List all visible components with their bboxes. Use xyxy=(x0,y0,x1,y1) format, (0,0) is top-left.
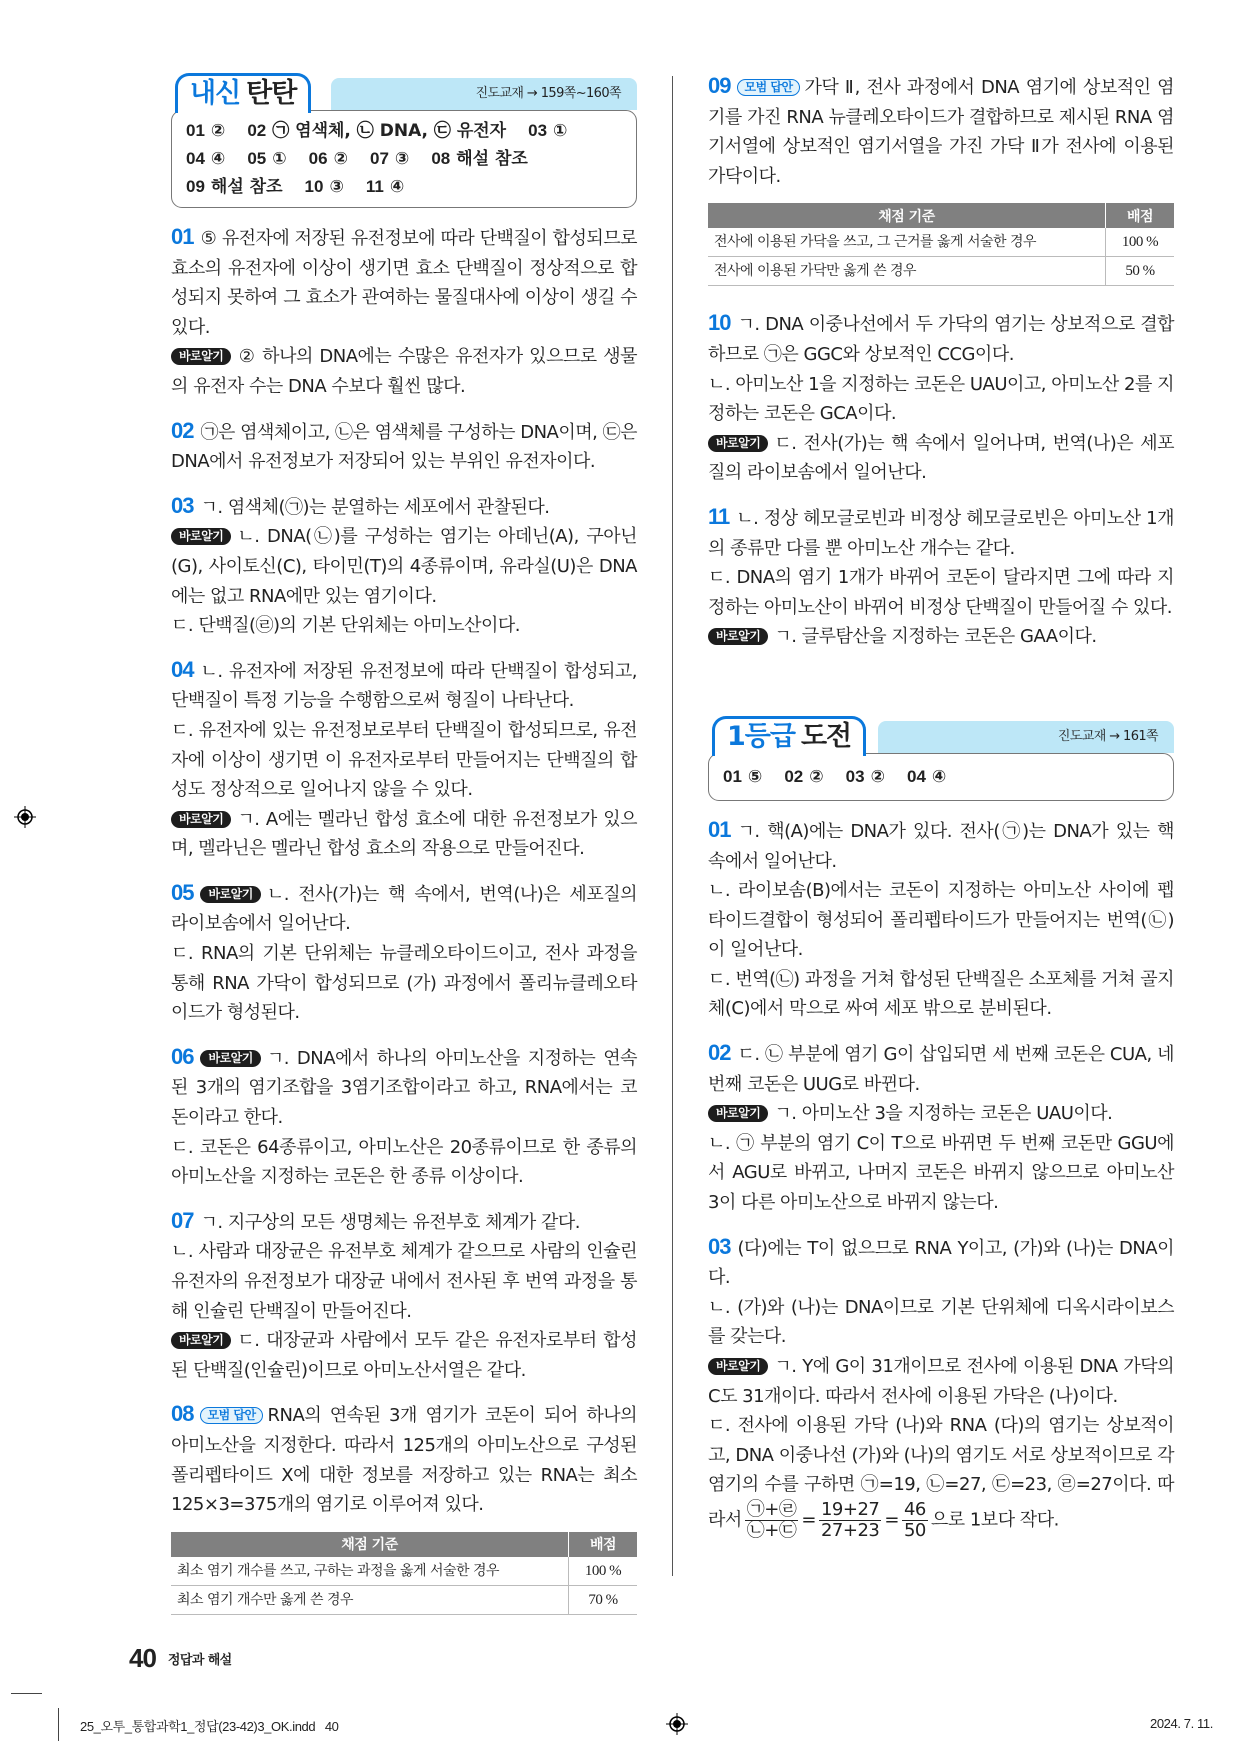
section-title-accent: 1등급 xyxy=(727,720,795,752)
table-row xyxy=(708,257,1174,286)
answer-entry xyxy=(186,173,283,201)
correction-badge: 바로알기 xyxy=(171,811,231,828)
right-column xyxy=(708,57,1174,1541)
table-header-row xyxy=(708,203,1174,228)
explanation-paragraph xyxy=(708,1099,1174,1129)
registration-mark-icon xyxy=(14,806,36,828)
explanation-paragraph xyxy=(171,1326,637,1385)
section-reference: 진도교재 → 161쪽 xyxy=(1057,728,1158,744)
explanation-text: ② 하나의 DNA에는 수많은 유전자가 있으므로 생물의 유전자 수는 DNA 수보다 훨씬 많다. xyxy=(171,346,637,397)
answer-value: 해설 참조 xyxy=(210,177,283,197)
explanation-text: ㄷ. ㉡ 부분에 염기 G이 삽입되면 세 번째 코돈은 CUA, 네 번째 코돈은 UUG로 바뀐다. xyxy=(708,1044,1174,1095)
explanation-text: ㄴ. DNA(㉡)를 구성하는 염기는 아데닌(A), 구아닌(G), 사이토신(C), 타이민(T)의 4종류이며, 유라실(U)은 DNA에는 없고 RNA에만 있는 염기이다. xyxy=(171,526,637,607)
fraction-denominator: ㉡+㉢ xyxy=(746,1519,797,1541)
answer-number: 02 xyxy=(784,766,804,786)
answer-entry xyxy=(784,763,823,791)
explanation-text: ㄴ. 전사(가)는 핵 속에서, 번역(나)은 세포질의 라이보솜에서 일어난다. xyxy=(171,883,637,935)
criteria-cell: 전사에 이용된 가닥만 옳게 쓴 경우 xyxy=(708,257,1106,286)
answer-value: ③ xyxy=(394,149,410,169)
explanation-paragraph xyxy=(708,1038,1174,1099)
section-header-naesin xyxy=(171,73,637,110)
explanation-text: ㄷ. DNA의 염기 1개가 바뀌어 코돈이 달라지면 그에 따라 지정하는 아미노산이 바뀌어 비정상 단백질이 만들어질 수 있다. xyxy=(708,567,1174,618)
correction-badge: 바로알기 xyxy=(708,435,768,452)
explanation-paragraph xyxy=(708,502,1174,563)
explanation-text: ㄷ. 번역(㉡) 과정을 거쳐 합성된 단백질은 소포체를 거쳐 골지체(C)에서 막으로 싸여 세포 밖으로 분비된다. xyxy=(708,968,1174,1020)
answer-value: ④ xyxy=(210,149,226,169)
item-number: 09 xyxy=(708,73,731,98)
explanation-text: ㄴ. (가)와 (나)는 DNA이므로 기본 단위체에 디옥시라이보스를 갖는다. xyxy=(708,1296,1174,1348)
explanation-paragraph xyxy=(171,1399,637,1519)
explanation-paragraph xyxy=(708,1232,1174,1293)
challenge-item-03 xyxy=(708,1232,1174,1541)
answer-item-10 xyxy=(708,308,1174,488)
answer-value: ③ xyxy=(329,177,344,197)
explanation-paragraph xyxy=(708,563,1174,622)
answer-entry xyxy=(907,763,946,791)
item-number: 01 xyxy=(171,224,194,249)
page-footer xyxy=(129,1642,637,1677)
explanation-text: ㉠은 염색체이고, ㉡은 염색체를 구성하는 DNA이며, ㉢은 DNA에서 유전정보가 저장되어 있는 부위인 유전자이다. xyxy=(171,421,637,473)
crop-mark xyxy=(11,1693,42,1694)
answer-summary-box xyxy=(171,110,637,208)
answer-value: ② xyxy=(870,766,885,787)
scoring-table-08 xyxy=(171,1532,637,1615)
section-reference-band xyxy=(878,721,1174,753)
answer-entry xyxy=(186,145,225,173)
explanation-text: ㄴ. ㉠ 부분의 염기 C이 T으로 바뀌면 두 번째 코돈만 GGU에서 AGU로 바뀌고, 나머지 코돈은 바뀌지 않으므로 아미노산 3이 다른 아미노산으로 바뀌지 않는다. xyxy=(708,1132,1174,1214)
explanation-text: ㄷ. 대장균과 사람에서 모두 같은 유전자로부터 합성된 단백질(인슐린)이므로 아미노산서열은 같다. xyxy=(171,1330,637,1381)
explanation-paragraph xyxy=(171,1206,637,1238)
answer-value: ⑤ xyxy=(747,766,763,787)
answer-number: 03 xyxy=(528,121,548,140)
explanation-paragraph xyxy=(171,522,637,611)
explanation-text: 가닥 Ⅱ, 전사 과정에서 DNA 염기에 상보적인 염기를 가진 RNA 뉴클레오타이드가 결합하므로 제시된 RNA 염기서열에 상보적인 염기서열을 가진 가닥 Ⅱ가 전사에 이용된 가닥이다. xyxy=(708,77,1174,187)
answer-item-02 xyxy=(171,416,637,477)
points-cell: 100 % xyxy=(1106,228,1175,257)
answer-item-06 xyxy=(171,1042,637,1192)
correction-badge: 바로알기 xyxy=(200,886,260,903)
column-divider xyxy=(672,76,673,1576)
explanation-paragraph xyxy=(171,1042,637,1133)
fraction-denominator: 27+23 xyxy=(820,1519,880,1541)
explanation-paragraph xyxy=(171,416,637,477)
answer-item-11 xyxy=(708,502,1174,652)
crop-mark xyxy=(58,1708,59,1741)
left-column xyxy=(129,73,637,1677)
answer-value: ② xyxy=(210,121,226,141)
answer-entry xyxy=(370,145,409,173)
explanation-paragraph xyxy=(708,429,1174,488)
scoring-table-09 xyxy=(708,203,1174,286)
section-title-accent: 내신 xyxy=(190,78,241,109)
page-label: 정답과 해설 xyxy=(167,1652,232,1668)
answer-number: 02 xyxy=(247,121,267,140)
correction-badge: 바로알기 xyxy=(708,628,768,645)
explanation-text: ㄷ. 유전자에 있는 유전정보로부터 단백질이 합성되므로, 유전자에 이상이 생기면 이 유전자로부터 만들어지는 단백질의 합성도 정상적으로 일어나지 않을 수 있다. xyxy=(171,719,637,801)
model-answer-badge: 모범 답안 xyxy=(737,79,799,96)
answer-item-04 xyxy=(171,655,637,864)
points-cell: 50 % xyxy=(1106,257,1175,286)
item-number: 10 xyxy=(708,310,731,336)
item-number: 11 xyxy=(708,503,730,529)
table-header-cell: 배점 xyxy=(569,1532,638,1557)
answer-value: ② xyxy=(333,149,348,169)
answer-number: 01 xyxy=(186,121,205,140)
explanation-text: ㄱ. Y에 G이 31개이므로 전사에 이용된 DNA 가닥의 C도 31개이다. 따라서 전사에 이용된 가닥은 (나)이다. xyxy=(708,1356,1174,1407)
answer-number: 10 xyxy=(304,177,324,196)
answer-value: ① xyxy=(553,121,568,141)
table-header-cell: 채점 기준 xyxy=(708,203,1106,228)
section-reference-band xyxy=(331,78,637,110)
explanation-text: RNA의 연속된 3개 염기가 코돈이 되어 하나의 아미노산을 지정한다. 따라서 125개의 아미노산으로 구성된 폴리펩타이드 X에 대한 정보를 저장하고 있는 RNA는 최소 125×3=375개의 염기로 이루어져 있다. xyxy=(171,1405,637,1516)
answer-number: 01 xyxy=(723,766,742,786)
answer-number: 06 xyxy=(308,149,328,168)
explanation-text: ㄴ. 사람과 대장균은 유전부호 체계가 같으므로 사람의 인슐린 유전자의 유전정보가 대장균 내에서 전사된 후 번역 과정을 통해 인슐린 단백질이 만들어진다. xyxy=(171,1241,637,1322)
answer-number: 07 xyxy=(369,149,389,168)
section-title-rest: 탄탄 xyxy=(246,78,297,109)
section-header-1deunggeup xyxy=(708,716,1174,753)
item-number: 02 xyxy=(708,1040,731,1066)
answer-entry xyxy=(366,173,404,201)
answer-number: 04 xyxy=(186,149,205,168)
explanation-paragraph xyxy=(708,965,1174,1024)
explanation-paragraph xyxy=(708,1352,1174,1411)
section-title xyxy=(712,716,866,756)
points-cell: 100 % xyxy=(569,1557,638,1586)
section-title-rest: 도전 xyxy=(800,720,852,752)
fraction xyxy=(745,1500,799,1541)
explanation-text: (다)에는 T이 없으므로 RNA Y이고, (가)와 (나)는 DNA이다. xyxy=(708,1237,1174,1289)
answer-entry xyxy=(309,145,348,173)
explanation-text: ㄱ. 아미노산 3을 지정하는 코돈은 UAU이다. xyxy=(774,1103,1113,1125)
explanation-text: ⑤ 유전자에 저장된 유전정보에 따라 단백질이 합성되므로 효소의 유전자에 이상이 생기면 효소 단백질이 정상적으로 합성되지 못하여 그 효소가 관여하는 물질대사에 이상이 생길 수 있다. xyxy=(171,228,637,338)
item-number: 03 xyxy=(708,1233,731,1259)
table-header-cell: 채점 기준 xyxy=(171,1532,569,1557)
page-number: 40 xyxy=(129,1642,156,1673)
explanation-paragraph xyxy=(171,611,637,641)
correction-badge: 바로알기 xyxy=(200,1050,260,1067)
explanation-paragraph xyxy=(708,370,1174,429)
explanation-text: ㄷ. 코돈은 64종류이고, 아미노산은 20종류이므로 한 종류의 아미노산을 지정하는 코돈은 한 종류 이상이다. xyxy=(171,1136,637,1188)
explanation-paragraph xyxy=(171,491,637,523)
explanation-text: ㄱ. A에는 멜라닌 합성 효소에 대한 유전정보가 있으며, 멜라닌은 멜라닌 합성 효소의 작용으로 만들어진다. xyxy=(171,808,637,860)
explanation-text: ㄱ. 염색체(㉠)는 분열하는 세포에서 관찰된다. xyxy=(200,496,550,518)
item-number: 06 xyxy=(171,1043,194,1069)
item-number: 08 xyxy=(171,1401,194,1427)
answer-item-07 xyxy=(171,1206,637,1386)
fraction xyxy=(902,1500,928,1541)
explanation-paragraph xyxy=(708,71,1174,191)
explanation-paragraph xyxy=(171,1133,637,1192)
criteria-cell: 전사에 이용된 가닥을 쓰고, 그 근거를 옳게 서술한 경우 xyxy=(708,228,1106,257)
explanation-paragraph xyxy=(171,878,637,939)
correction-badge: 바로알기 xyxy=(171,528,231,545)
answer-summary-box xyxy=(708,753,1174,801)
answer-entry xyxy=(305,173,344,201)
answer-value: ④ xyxy=(931,766,947,787)
criteria-cell: 최소 염기 개수만 옳게 쓴 경우 xyxy=(171,1585,569,1614)
answer-number: 09 xyxy=(186,177,205,196)
file-name: 25_오투_통합과학1_정답(23-42)3_OK.indd 40 xyxy=(80,1719,339,1734)
table-header-row xyxy=(171,1532,637,1557)
explanation-text: ㄷ. 단백질(㉣)의 기본 단위체는 아미노산이다. xyxy=(171,615,520,637)
explanation-text: ㄱ. 지구상의 모든 생명체는 유전부호 체계가 같다. xyxy=(200,1211,581,1233)
explanation-paragraph xyxy=(171,655,637,716)
table-header-cell: 배점 xyxy=(1106,203,1175,228)
explanation-text: ㄷ. RNA의 기본 단위체는 뉴클레오타이드이고, 전사 과정을 통해 RNA 가닥이 합성되므로 (가) 과정에서 폴리뉴클레오타이드가 형성된다. xyxy=(171,943,637,1024)
criteria-cell: 최소 염기 개수를 쓰고, 구하는 과정을 옳게 서술한 경우 xyxy=(171,1557,569,1586)
answer-entry xyxy=(247,145,286,173)
item-number: 07 xyxy=(171,1207,194,1233)
fraction-denominator: 50 xyxy=(903,1519,926,1541)
answer-item-03 xyxy=(171,491,637,641)
answer-number: 11 xyxy=(365,177,384,196)
explanation-paragraph xyxy=(708,815,1174,876)
item-number: 02 xyxy=(171,417,194,443)
explanation-text: ㄱ. DNA에서 하나의 아미노산을 지정하는 연속된 3개의 염기조합을 3염기조합이라고 하고, RNA에서는 코돈이라고 한다. xyxy=(171,1047,637,1129)
answer-item-09 xyxy=(708,71,1174,191)
answer-item-08 xyxy=(171,1399,637,1519)
explanation-text: ㄴ. 정상 헤모글로빈과 비정상 헤모글로빈은 아미노산 1개의 종류만 다를 뿐 아미노산 개수는 같다. xyxy=(708,507,1174,559)
explanation-text: ㄴ. 아미노산 1을 지정하는 코돈은 UAU이고, 아미노산 2를 지정하는 코돈은 GCA이다. xyxy=(708,373,1174,425)
correction-badge: 바로알기 xyxy=(708,1105,768,1122)
answer-number: 05 xyxy=(247,149,267,168)
answer-value: 해설 참조 xyxy=(456,149,528,169)
answer-value: ㉠ 염색체, ㉡ DNA, ㉢ 유전자 xyxy=(272,121,507,141)
points-cell: 70 % xyxy=(569,1585,638,1614)
explanation-paragraph xyxy=(708,622,1174,652)
explanation-text: ㄱ. 핵(A)에는 DNA가 있다. 전사(㉠)는 DNA가 있는 핵 속에서 일어난다. xyxy=(708,820,1174,872)
section-title xyxy=(175,73,311,113)
item-number: 01 xyxy=(708,816,731,842)
answer-entry xyxy=(247,117,506,145)
explanation-paragraph xyxy=(171,805,637,864)
explanation-paragraph xyxy=(708,1129,1174,1218)
explanation-text: ㄴ. 유전자에 저장된 유전정보에 따라 단백질이 합성되고, 단백질이 특정 기능을 수행함으로써 형질이 나타난다. xyxy=(171,660,637,712)
answer-entry xyxy=(186,117,225,145)
explanation-paragraph xyxy=(171,716,637,805)
table-row xyxy=(171,1585,637,1614)
answer-value: ② xyxy=(809,766,824,787)
explanation-text: ㄴ. 라이보솜(B)에서는 코돈이 지정하는 아미노산 사이에 펩타이드결합이 형성되어 폴리펩타이드가 만들어지는 번역(㉡)이 일어난다. xyxy=(708,880,1174,961)
registration-mark-icon xyxy=(666,1713,688,1735)
model-answer-badge: 모범 답안 xyxy=(200,1407,262,1424)
challenge-item-02 xyxy=(708,1038,1174,1218)
item-number: 04 xyxy=(171,656,194,682)
fraction xyxy=(819,1500,881,1541)
correction-badge: 바로알기 xyxy=(708,1358,768,1375)
fraction-numerator: 46 xyxy=(903,1498,926,1520)
correction-badge: 바로알기 xyxy=(171,1332,231,1349)
explanation-text: 으로 1보다 작다. xyxy=(930,1509,1059,1531)
explanation-paragraph xyxy=(171,342,637,401)
fraction-numerator: ㉠+㉣ xyxy=(746,1498,797,1520)
explanation-paragraph xyxy=(171,222,637,342)
explanation-paragraph xyxy=(171,1237,637,1326)
answer-entry xyxy=(528,117,567,145)
fraction-numerator: 19+27 xyxy=(820,1498,880,1520)
explanation-text: ㄱ. 글루탐산을 지정하는 코돈은 GAA이다. xyxy=(774,626,1097,648)
challenge-item-01 xyxy=(708,815,1174,1024)
explanation-paragraph xyxy=(708,308,1174,369)
correction-badge: 바로알기 xyxy=(171,348,231,365)
answer-item-05 xyxy=(171,878,637,1028)
table-row xyxy=(708,228,1174,257)
answer-item-01 xyxy=(171,222,637,402)
explanation-paragraph: ㄷ. 전사에 이용된 가닥 (나)와 RNA (다)의 염기는 상보적이고, DNA 이중나선 (가)와 (나)의 염기도 서로 상보적이므로 각 염기의 수를 구하면 ㉠=19, ㉡=27, ㉢=23, ㉣=27이다. 따라서 $\frac{㉠+㉣}{㉡+㉢}$ = $\frac{19+27}{27+23}$ = $\frac{46}{50}$ 으로 1보다 작다. xyxy=(708,1415,1174,1541)
explanation-text: ㄷ. 전사에 이용된 가닥 (나)와 RNA (다)의 염기는 상보적이고, DNA 이중나선 (가)와 (나)의 염기도 서로 상보적이므로 각 염기의 수를 구하면 ㉠=19, ㉡=27, ㉢=23, ㉣=27이다. 따라서 xyxy=(708,1415,1174,1531)
answer-number: 03 xyxy=(845,766,865,786)
answer-entry xyxy=(846,763,885,791)
answer-number: 04 xyxy=(906,766,926,786)
answer-value: ① xyxy=(272,149,287,169)
explanation-paragraph xyxy=(708,1293,1174,1352)
answer-value: ④ xyxy=(389,177,405,197)
item-number: 05 xyxy=(171,879,194,905)
answer-number: 08 xyxy=(431,149,451,168)
print-date: 2024. 7. 11. xyxy=(1150,1716,1213,1731)
answer-entry xyxy=(431,145,528,173)
section-reference: 진도교재 → 159쪽~160쪽 xyxy=(475,86,621,101)
explanation-text: ㄱ. DNA 이중나선에서 두 가닥의 염기는 상보적으로 결합하므로 ㉠은 GGC와 상보적인 CCG이다. xyxy=(708,314,1174,365)
item-number: 03 xyxy=(171,492,194,518)
explanation-text: ㄷ. 전사(가)는 핵 속에서 일어나며, 번역(나)은 세포질의 라이보솜에서 일어난다. xyxy=(708,432,1174,484)
explanation-paragraph xyxy=(171,939,637,1028)
answer-entry xyxy=(723,763,762,791)
table-row xyxy=(171,1557,637,1586)
explanation-paragraph xyxy=(708,876,1174,965)
